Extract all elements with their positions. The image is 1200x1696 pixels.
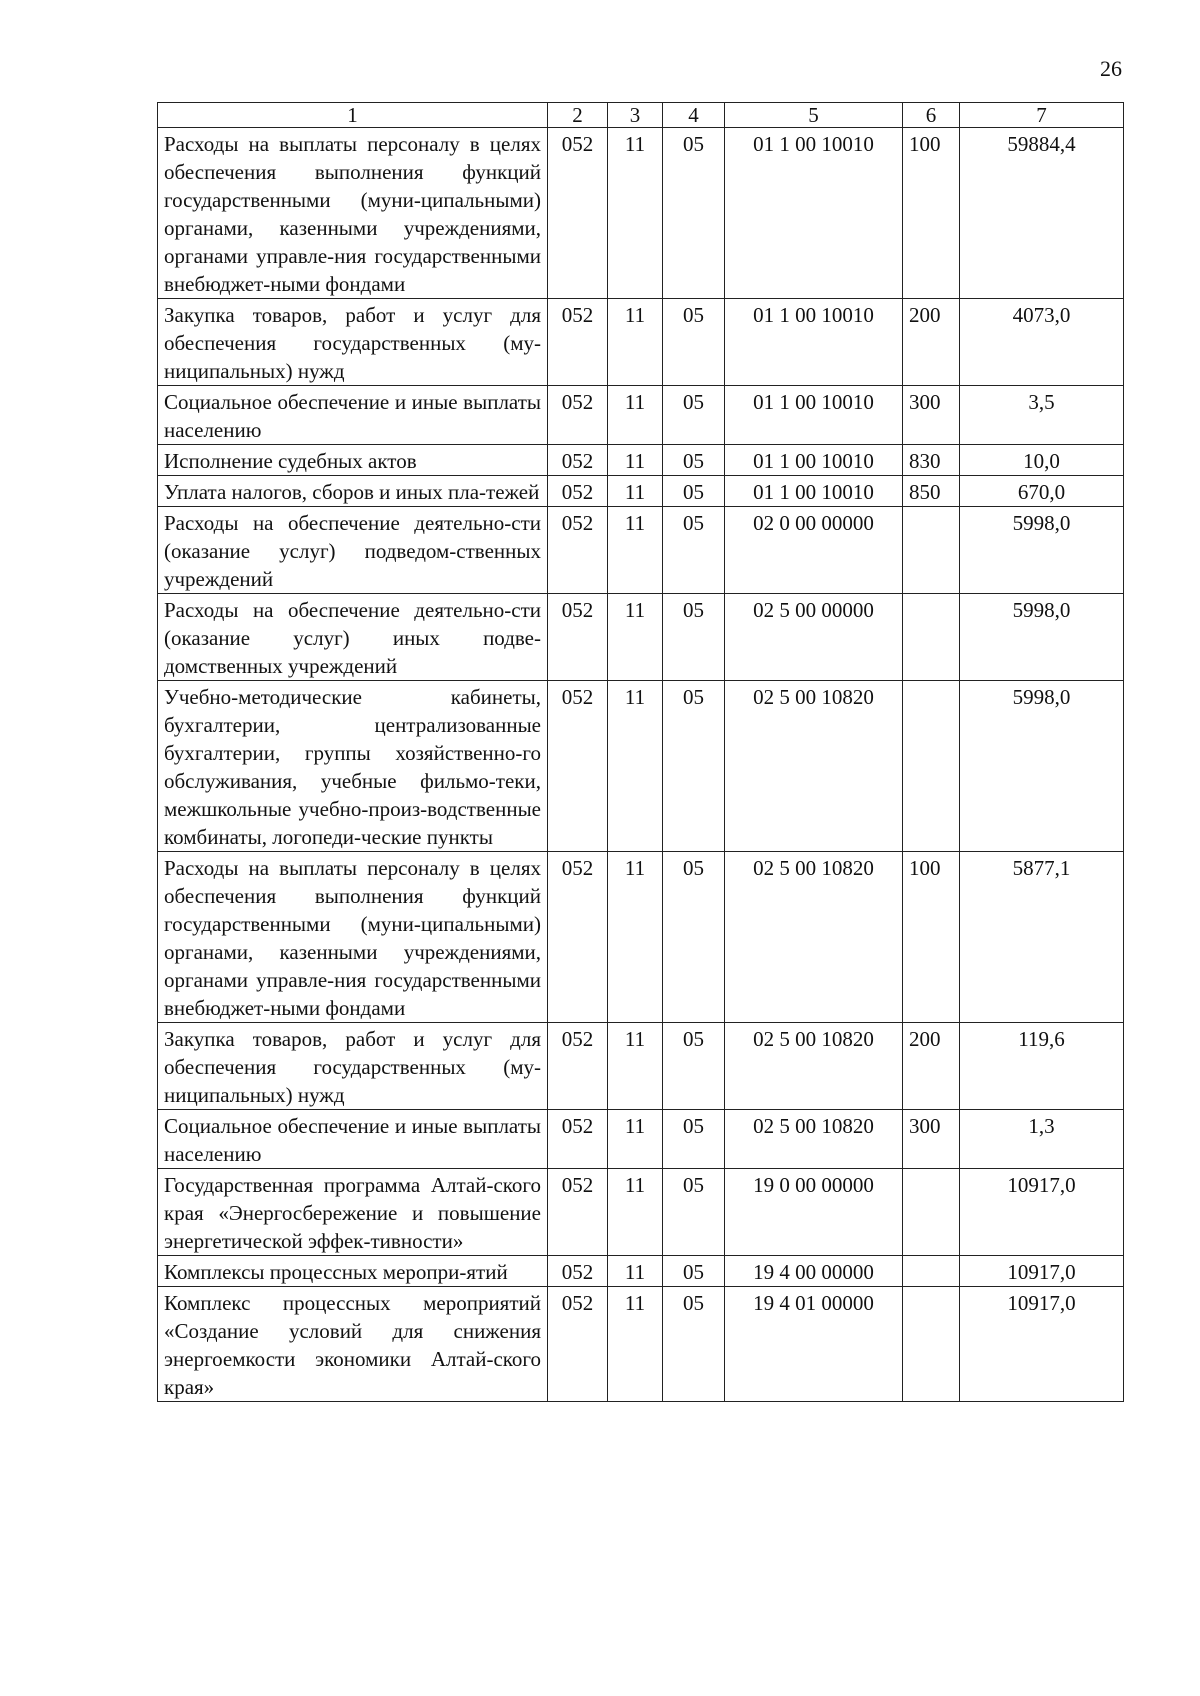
target-article-code: 02 0 00 00000 <box>725 507 903 594</box>
section-code: 11 <box>608 299 663 386</box>
target-article-code: 02 5 00 10820 <box>725 1023 903 1110</box>
table-row <box>158 507 1124 594</box>
subsection-code: 05 <box>663 1287 725 1402</box>
expense-type-code <box>903 1169 960 1256</box>
ministry-code: 052 <box>548 128 608 299</box>
amount: 10917,0 <box>960 1256 1124 1287</box>
subsection-code: 05 <box>663 852 725 1023</box>
amount: 5877,1 <box>960 852 1124 1023</box>
target-article-code: 02 5 00 00000 <box>725 594 903 681</box>
amount: 1,3 <box>960 1110 1124 1169</box>
target-article-code: 19 4 01 00000 <box>725 1287 903 1402</box>
expense-type-code: 200 <box>903 1023 960 1110</box>
amount: 10,0 <box>960 445 1124 476</box>
section-code: 11 <box>608 386 663 445</box>
section-code: 11 <box>608 1169 663 1256</box>
expense-type-code: 100 <box>903 852 960 1023</box>
section-code: 11 <box>608 852 663 1023</box>
header-col-2: 2 <box>548 103 608 128</box>
expense-type-code: 100 <box>903 128 960 299</box>
subsection-code: 05 <box>663 445 725 476</box>
expense-type-code: 830 <box>903 445 960 476</box>
target-article-code: 02 5 00 10820 <box>725 852 903 1023</box>
header-col-6: 6 <box>903 103 960 128</box>
ministry-code: 052 <box>548 386 608 445</box>
header-col-1: 1 <box>158 103 548 128</box>
amount: 119,6 <box>960 1023 1124 1110</box>
table-row <box>158 1169 1124 1256</box>
subsection-code: 05 <box>663 299 725 386</box>
ministry-code: 052 <box>548 1287 608 1402</box>
subsection-code: 05 <box>663 1110 725 1169</box>
section-code: 11 <box>608 594 663 681</box>
expense-name: Расходы на выплаты персоналу в целях обеспечения выполнения функций государственными (муни-ципальными) органами, казенными учреждениями, органами управле-ния государственными внебюджет-ными фондами <box>158 852 548 1023</box>
ministry-code: 052 <box>548 299 608 386</box>
amount: 5998,0 <box>960 507 1124 594</box>
expense-type-code: 300 <box>903 386 960 445</box>
subsection-code: 05 <box>663 507 725 594</box>
target-article-code: 02 5 00 10820 <box>725 681 903 852</box>
section-code: 11 <box>608 128 663 299</box>
subsection-code: 05 <box>663 128 725 299</box>
expense-type-code: 200 <box>903 299 960 386</box>
table-row <box>158 128 1124 299</box>
table-row <box>158 445 1124 476</box>
amount: 3,5 <box>960 386 1124 445</box>
table-row <box>158 476 1124 507</box>
amount: 5998,0 <box>960 681 1124 852</box>
table-row <box>158 594 1124 681</box>
expense-name: Исполнение судебных актов <box>158 445 548 476</box>
expense-type-code <box>903 594 960 681</box>
target-article-code: 01 1 00 10010 <box>725 445 903 476</box>
table-row <box>158 386 1124 445</box>
expense-name: Расходы на выплаты персоналу в целях обеспечения выполнения функций государственными (муни-ципальными) органами, казенными учреждениями, органами управле-ния государственными внебюджет-ными фондами <box>158 128 548 299</box>
table-row <box>158 1287 1124 1402</box>
expense-type-code <box>903 507 960 594</box>
subsection-code: 05 <box>663 1256 725 1287</box>
header-col-7: 7 <box>960 103 1124 128</box>
table-header <box>158 103 1124 128</box>
section-code: 11 <box>608 476 663 507</box>
expense-type-code: 850 <box>903 476 960 507</box>
subsection-code: 05 <box>663 386 725 445</box>
table-row <box>158 681 1124 852</box>
ministry-code: 052 <box>548 1256 608 1287</box>
expense-name: Учебно-методические кабинеты, бухгалтерии, централизованные бухгалтерии, группы хозяйственно-го обслуживания, учебные фильмо-теки, межшкольные учебно-произ-водственные комбинаты, логопеди-ческие пункты <box>158 681 548 852</box>
ministry-code: 052 <box>548 1169 608 1256</box>
expense-name: Комплекс процессных мероприятий «Создание условий для снижения энергоемкости экономики Алтай-ского края» <box>158 1287 548 1402</box>
target-article-code: 19 4 00 00000 <box>725 1256 903 1287</box>
ministry-code: 052 <box>548 1110 608 1169</box>
ministry-code: 052 <box>548 681 608 852</box>
section-code: 11 <box>608 1023 663 1110</box>
expense-type-code <box>903 1256 960 1287</box>
section-code: 11 <box>608 445 663 476</box>
header-row <box>158 103 1124 128</box>
section-code: 11 <box>608 507 663 594</box>
budget-table <box>157 102 1124 1402</box>
expense-name: Государственная программа Алтай-ского края «Энергосбережение и повышение энергетической эффек-тивности» <box>158 1169 548 1256</box>
section-code: 11 <box>608 1287 663 1402</box>
ministry-code: 052 <box>548 507 608 594</box>
expense-type-code: 300 <box>903 1110 960 1169</box>
expense-name: Комплексы процессных меропри-ятий <box>158 1256 548 1287</box>
expense-name: Закупка товаров, работ и услуг для обеспечения государственных (му-ниципальных) нужд <box>158 1023 548 1110</box>
target-article-code: 19 0 00 00000 <box>725 1169 903 1256</box>
ministry-code: 052 <box>548 594 608 681</box>
amount: 4073,0 <box>960 299 1124 386</box>
table-row <box>158 852 1124 1023</box>
section-code: 11 <box>608 681 663 852</box>
header-col-3: 3 <box>608 103 663 128</box>
expense-name: Расходы на обеспечение деятельно-сти (оказание услуг) иных подве-домственных учреждений <box>158 594 548 681</box>
header-col-5: 5 <box>725 103 903 128</box>
ministry-code: 052 <box>548 1023 608 1110</box>
header-col-4: 4 <box>663 103 725 128</box>
expense-name: Социальное обеспечение и иные выплаты населению <box>158 386 548 445</box>
expense-name: Закупка товаров, работ и услуг для обеспечения государственных (му-ниципальных) нужд <box>158 299 548 386</box>
amount: 10917,0 <box>960 1169 1124 1256</box>
table-row <box>158 1110 1124 1169</box>
target-article-code: 02 5 00 10820 <box>725 1110 903 1169</box>
table-body <box>158 128 1124 1402</box>
ministry-code: 052 <box>548 852 608 1023</box>
subsection-code: 05 <box>663 476 725 507</box>
expense-name: Уплата налогов, сборов и иных пла-тежей <box>158 476 548 507</box>
amount: 5998,0 <box>960 594 1124 681</box>
ministry-code: 052 <box>548 476 608 507</box>
expense-type-code <box>903 1287 960 1402</box>
target-article-code: 01 1 00 10010 <box>725 476 903 507</box>
table-row <box>158 299 1124 386</box>
subsection-code: 05 <box>663 681 725 852</box>
amount: 59884,4 <box>960 128 1124 299</box>
amount: 670,0 <box>960 476 1124 507</box>
table-row <box>158 1256 1124 1287</box>
target-article-code: 01 1 00 10010 <box>725 299 903 386</box>
expense-name: Расходы на обеспечение деятельно-сти (оказание услуг) подведом-ственных учреждений <box>158 507 548 594</box>
ministry-code: 052 <box>548 445 608 476</box>
expense-name: Социальное обеспечение и иные выплаты населению <box>158 1110 548 1169</box>
subsection-code: 05 <box>663 1169 725 1256</box>
section-code: 11 <box>608 1110 663 1169</box>
subsection-code: 05 <box>663 594 725 681</box>
target-article-code: 01 1 00 10010 <box>725 386 903 445</box>
amount: 10917,0 <box>960 1287 1124 1402</box>
section-code: 11 <box>608 1256 663 1287</box>
expense-type-code <box>903 681 960 852</box>
subsection-code: 05 <box>663 1023 725 1110</box>
target-article-code: 01 1 00 10010 <box>725 128 903 299</box>
table-row <box>158 1023 1124 1110</box>
page-number: 26 <box>1100 56 1122 81</box>
